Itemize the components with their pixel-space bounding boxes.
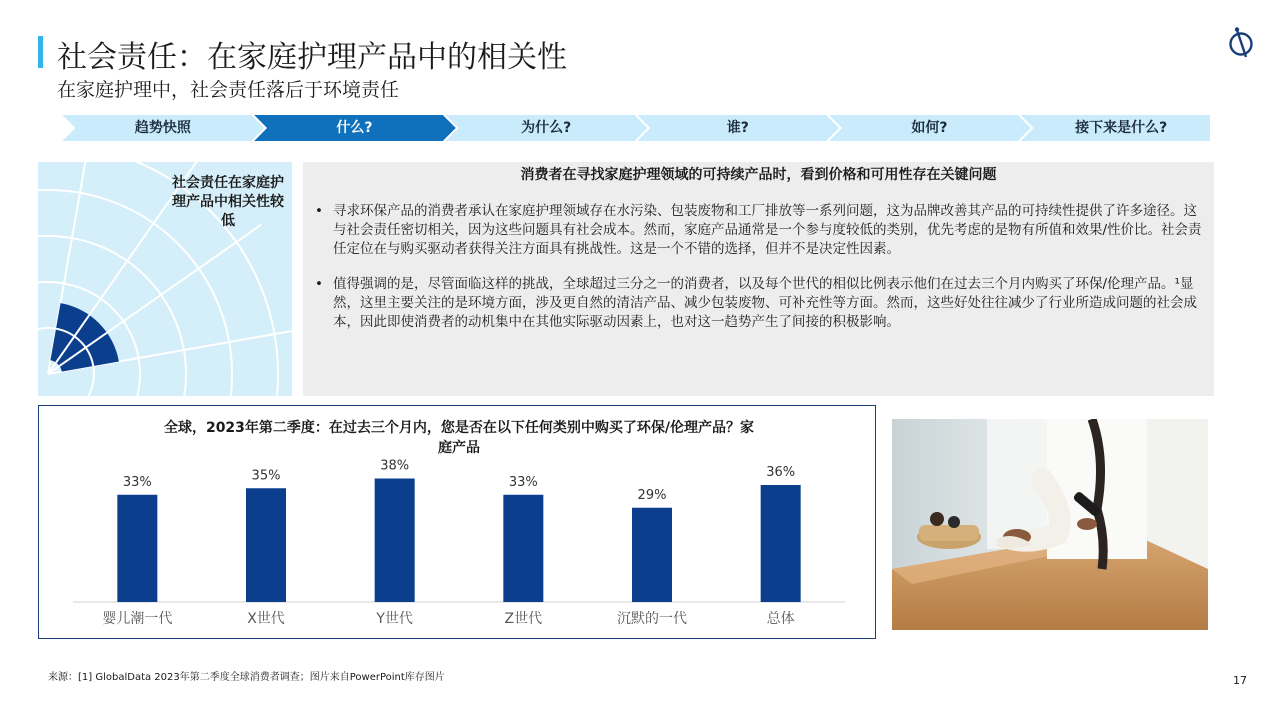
bar bbox=[117, 495, 157, 602]
category-label: X世代 bbox=[247, 611, 285, 627]
cleaning-photo bbox=[892, 419, 1208, 630]
bar bbox=[375, 479, 415, 603]
process-step-label: 谁? bbox=[726, 120, 749, 136]
bar bbox=[246, 488, 286, 602]
process-step-label: 如何? bbox=[911, 120, 948, 136]
bar bbox=[503, 495, 543, 602]
category-label: 婴儿潮一代 bbox=[102, 611, 173, 627]
insight-heading: 消费者在寻找家庭护理领域的可持续产品时，看到价格和可用性存在关键问题 bbox=[520, 167, 997, 183]
bar-value-label: 33% bbox=[122, 474, 152, 490]
bar-chart bbox=[39, 406, 875, 638]
category-label: Z世代 bbox=[504, 611, 543, 627]
insight-bullet: • 值得强调的是，尽管面临这样的挑战，全球超过三分之一的消费者，以及每个世代的相似比例表示他们在过去三个月内购买了环保/伦理产品。¹显然，这里主要关注的是环境方面，涉及更自然的清洁产品、减少包装废物、可补充性等方面。然而，这些好处往往减少了行业所造成问题的社会成本，因此即使消费者的动机集中在其他实际驱动因素上，也对这一趋势产生了间接的积极影响。 bbox=[315, 275, 1203, 332]
page-number: 17 bbox=[1233, 674, 1247, 687]
bar-value-label: 33% bbox=[508, 474, 538, 490]
process-step-label: 什么? bbox=[336, 120, 373, 136]
bar-value-label: 38% bbox=[380, 458, 410, 474]
relevance-panel bbox=[38, 162, 292, 396]
chart-title: 全球，2023年第二季度：在过去三个月内，您是否在以下任何类别中购买了环保/伦理产品？家庭产品 bbox=[163, 420, 755, 456]
source-note: 来源：[1] GlobalData 2023年第二季度全球消费者调查；图片来自PowerPoint库存图片 bbox=[48, 672, 445, 683]
category-label: Y世代 bbox=[376, 611, 413, 627]
insight-panel bbox=[303, 162, 1214, 396]
bar-chart-panel bbox=[38, 405, 876, 639]
page-subtitle: 在家庭护理中，社会责任落后于环境责任 bbox=[57, 79, 400, 101]
insight-bullet: • 寻求环保产品的消费者承认在家庭护理领域存在水污染、包装废物和工厂排放等一系列问题，这为品牌改善其产品的可持续性提供了许多途径。这与社会责任密切相关，因为这些问题具有社会成本。然而，家庭产品通常是一个参与度较低的类别，优先考虑的是物有所值和效果/性价比。社会责任定位在与购买驱动者获得关注方面具有挑战性。这是一个不错的选择，但并不是决定性因素。 bbox=[315, 202, 1203, 259]
process-step-label: 接下来是什么? bbox=[1075, 120, 1168, 136]
title-accent-bar bbox=[38, 36, 43, 68]
bar-value-label: 35% bbox=[251, 468, 281, 484]
process-steps bbox=[60, 114, 1210, 142]
process-step-label: 趋势快照 bbox=[134, 120, 191, 136]
category-label: 沉默的一代 bbox=[617, 611, 687, 627]
bar bbox=[632, 508, 672, 602]
category-label: 总体 bbox=[766, 611, 795, 627]
bar bbox=[761, 485, 801, 602]
page-title: 社会责任：在家庭护理产品中的相关性 bbox=[57, 40, 567, 75]
insight-bullets bbox=[315, 202, 1203, 348]
relevance-title: 社会责任在家庭护理产品中相关性较低 bbox=[172, 175, 284, 229]
bar-value-label: 29% bbox=[637, 487, 667, 503]
bar-value-label: 36% bbox=[766, 465, 796, 480]
globaldata-logo-icon bbox=[1226, 26, 1258, 60]
process-step-label: 为什么? bbox=[521, 120, 572, 136]
gauge-fill-level bbox=[50, 303, 118, 371]
